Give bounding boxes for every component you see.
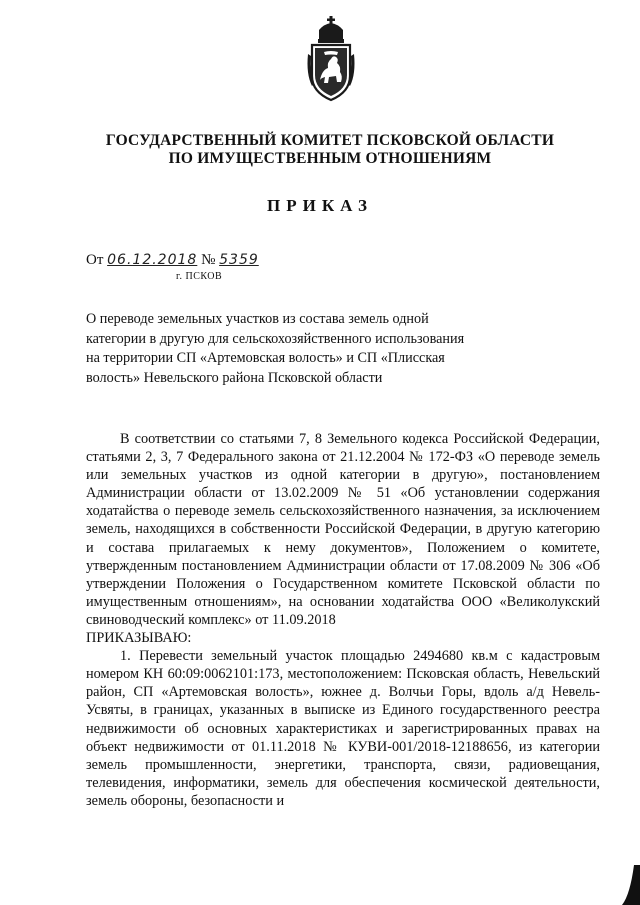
order-date: 06.12.2018: [107, 252, 198, 268]
organization-name-line-2: ПО ИМУЩЕСТВЕННЫМ ОТНОШЕНИЯМ: [168, 150, 492, 167]
order-item-1: 1. Перевести земельный участок площадью 2494680 кв.м с кадастровым номером КН 60:09:0062101:173, местоположением: Псковская область, Невельский район, СП «Артемовская волость», южнее д. Волчьи Горы, вдоль а/д Невель-Усвяты, в границах, указанных в выписке из Единого государственного реестра недвижимости об основных характеристиках и зарегистрированных правах на объект недвижимости от 01.11.2018 № КУВИ-001/2018-12188656, из категории земель промышленности, энергетики, транспорта, связи, радиовещания, телевидения, информатики, земель для обеспечения космической деятельности, земель обороны, безопасности и: [86, 648, 600, 809]
number-label: №: [201, 252, 216, 268]
page-corner-mark: [620, 865, 640, 905]
order-body: [86, 430, 600, 810]
preamble-paragraph: В соответствии со статьями 7, 8 Земельного кодекса Российской Федерации, статьями 2, 3, 7 Федерального закона от 21.12.2004 № 172-ФЗ «О переводе земель или земельных участков из одной категории в другую», постановлением Администрации области от 13.02.2009 № 51 «Об установлении содержания ходатайства о переводе земель сельскохозяйственного назначения, за исключением земель, находящихся в собственности Российской Федерации, в другую категорию и состава прилагаемых к нему документов», Положением о комитете, утвержденным постановлением Администрации области от 17.08.2009 № 306 «Об утверждении Положения о Государственном комитете Псковской области по имущественным отношениям», на основании ходатайства ООО «Великолукский свиноводческий комплекс» от 11.09.2018: [86, 431, 600, 628]
city-label: г. ПСКОВ: [176, 271, 223, 282]
document-type-title: ПРИКАЗ: [267, 196, 373, 215]
order-subject: О переводе земельных участков из состава земель одной категории в другую для сельскохозяйственного использования на территории СП «Артемовская волость» и СП «Плисская волость» Невельского района Псковской области: [86, 311, 465, 386]
pskov-coat-of-arms-icon: [306, 14, 356, 106]
date-label: От: [86, 252, 104, 268]
order-number: 5359: [219, 252, 259, 268]
order-date-line: [86, 252, 259, 269]
organization-name-line-1: ГОСУДАРСТВЕННЫЙ КОМИТЕТ ПСКОВСКОЙ ОБЛАСТИ: [105, 132, 555, 149]
order-word: ПРИКАЗЫВАЮ:: [86, 630, 192, 647]
